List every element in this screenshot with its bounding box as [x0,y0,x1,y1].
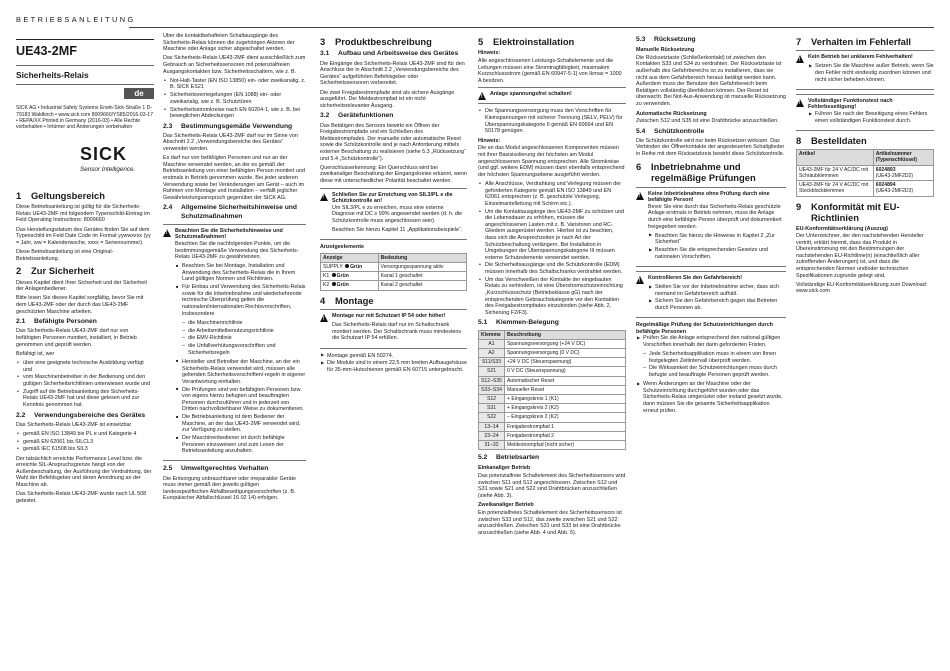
list-item: • vom Maschinenbetreiber in der Bedienung und den gültigen Sicherheitsrichtlinien unterwiesen wurde und [16,374,154,387]
table-header-cell: Anzeige [321,253,379,262]
warning-box [636,187,786,267]
list-item: ■ Die Betriebsanleitung ist dem Bediener der Maschine, an der das UE43-2MF verwendet wird, zur Verfügung zu stellen. [175,414,306,434]
list-item: – die Arbeitsmittelbenutzungsrichtlinie [181,328,306,335]
led-dot-icon [332,282,336,286]
paragraph: Das Sicherheits-Relais UE43-2MF dient ausschließlich zum Gebrauch an Sicherheitssensoren mit potenzialfreien Ausgangskontakten bzw. Sicherheitsschaltern, wie z. B. [163,55,306,75]
table-row [479,395,626,404]
table-row [797,181,934,196]
list-item: • gemäß IEC 61508 bis SIL3 [16,446,154,453]
terminal-cell: A2 [479,348,505,357]
column-4 [478,33,626,663]
list-item: ▶ Setzen Sie die Maschine außer Betrieb, wenn Sie den Fehler nicht eindeutig zuordnen können und nicht sicher beheben können. [808,63,934,83]
table-row [479,413,626,422]
section-6-heading [636,161,786,184]
paragraph: Beachten Sie die nachfolgenden Punkte, um die bestimmungsgemäße Verwendung des Sicherheits-Relais UE43-2MF zu gewährleisten. [175,240,299,261]
warning-triangle-icon [320,193,328,201]
language-badge: de [124,88,154,100]
table-header-row [479,330,626,339]
led-cell [321,263,379,272]
section-number: 5.4 [636,127,646,135]
paragraph: Das Sicherheits-Relais UE43-2MF darf nur im Sinne von Abschnitt 2.2 „Verwendungsbereiche des Gerätes“ verwendet werden. [163,132,298,153]
paragraph: Befähigt ist, wer [16,350,55,357]
led-label: K1 [323,273,330,280]
led-dot-icon [332,273,336,277]
table-cell: + Eingangskreis 2 (K2) [505,404,626,413]
section-number: 3 [320,36,326,47]
paragraph: Die an das Modul angeschlossenen Komponenten müssen mit ihrer Basisisolierung der höchsten am Modul angeschlossenen Spannung entsprechen. Alle Stromkreise (und ggf. weitere EDM) müssen dann ebenfalls entsprechend der höchsten Spannungsebene ausgeführt werden. [478,145,625,178]
section-title: Umweltgerechtes Verhalten [181,465,269,473]
warning-heading [796,98,934,111]
table-cell [873,165,933,180]
terminal-cell: S33–S34 [479,385,505,394]
section-2-3-heading [163,123,306,131]
list-item: ▶ Die Module sind in einem 22,5 mm breiten Aufbaugehäuse für 35-mm-Hutschienen gemäß EN 60715 untergebracht. [320,360,467,373]
table-cell: Meldestrompfad (nicht sicher) [505,441,626,450]
warning-heading [320,313,467,322]
order-table [796,149,934,196]
section-title: Elektroinstallation [493,36,575,47]
list-item: • Die Spannungsversorgung muss den Vorschriften für Kleinspannungen mit sicherer Trennung (SELV, PELV) für Überspannungskategorie II gemäß EN 60664 und EN 50178 genügen. [478,108,626,134]
table-cell: Automatischer Reset [505,376,626,385]
warning-box [320,309,467,348]
inspection-list [636,335,786,348]
paragraph: Die zwei Freigabestrompfade sind als sichere Ausgänge ausgeführt. Der Meldestrompfad ist ein nicht sicherheitsrelevanter Ausgang. [320,89,455,109]
list-item: ▶ Sichern Sie den Gefahrbereich gegen das Betreten durch Personen ab. [648,298,786,311]
section-title: Inbetriebnahme und regelmäßige Prüfungen [651,160,756,184]
warning-triangle-icon [636,276,644,284]
table-row [479,376,626,385]
section-title: Klemmen-Belegung [496,319,559,327]
column-6 [796,33,934,663]
table-header-cell: Beschreibung [505,330,626,339]
section-5-3-heading [636,36,786,44]
hint-label: Hinweis: [478,50,501,57]
section-2-1-heading [16,318,154,326]
warning-heading [163,228,306,241]
paragraph: Ein potenzialfreies Schaltelement des Sicherheitssensors ist zwischen S33 und S12, das zweite zwischen S21 und S22 anzuschließen. Zwischen S31 und S33 ist eine Drahtbrücke anzuschließen (siehe Abb. 4 und Abb. 5). [478,509,622,536]
type-code: (UE43-2MF2D3) [875,188,914,195]
warning-body [636,204,786,261]
section-5-2-heading [478,454,626,462]
list-item: ▶ Führen Sie nach der Beseitigung eines Fehlers einen vollständigen Funktionstest durch. [808,111,934,124]
warning-title: Montage nur mit Schutzart IP 54 oder höher! [332,313,446,320]
list-item: – Die Wirksamkeit der Schutzeinrichtungen muss durch befugte und beauftragte Personen geprüft werden. [642,365,786,378]
warning-box [796,94,934,131]
section-5-1-heading [478,319,626,327]
paragraph: Bitte lesen Sie dieses Kapitel sorgfältig, bevor Sie mit dem UE43-2MF oder der durch das UE43-2MF geschützten Maschine arbeiten. [16,295,144,315]
table-cell [873,181,933,196]
warning-triangle-icon [636,192,644,200]
warning-triangle-icon [163,229,171,237]
warning-list-2 [175,359,306,455]
table-cell: – Eingangskreis 2 (K2) [505,413,626,422]
column-2 [163,33,306,663]
mounting-list [320,353,467,374]
list-item: • Um das Verschweißen der Kontakte der eingebauten Relais zu verhindern, ist eine Überstromschutzeinrichtung „Kurzschlussschutz (Betriebsklasse gG) nach der entsprechenden Gebrauchskategorie vor den Kontakten des Freigabestrompfades einzubinden (siehe Abb. 2, Sicherung F2/F3). [478,277,626,317]
section-title: Konformität mit EU-Richtlinien [811,200,900,223]
product-subtitle: Sicherheits-Relais [16,70,89,81]
inspection-sublist [636,351,786,379]
warning-body [320,205,467,234]
table-row [479,431,626,440]
table-cell: Versorgungsspannung aktiv [378,263,466,272]
warning-body [636,284,786,312]
section-title: Allgemeine Sicherheitshinweise und Schutzmaßnahmen [181,204,297,220]
led-cell [321,272,379,281]
section-number: 3.2 [320,112,330,120]
paragraph: Vollständige EU-Konformitätserklärung zum Download: www.sick.com [796,281,928,295]
list-item: • Zugriff auf die Betriebsanleitung des Sicherheits-Relais UE43-2MF hat und diese gelesen und zur Kenntnis genommen hat. [16,389,154,409]
terminal-cell: 31–32 [479,441,505,450]
table-row [479,441,626,450]
terminal-cell: A1 [479,339,505,348]
list-item: ■ Die Prüfungen sind von befähigten Personen bzw. von eigens hierzu befugten und beauftragten Personen durchzuführen und in jederzeit von Dritten nachvollziehbarer Weise zu dokumentieren. [175,387,306,413]
section-number: 2.2 [16,411,26,419]
table-cell: 0 V DC (Steuerspannung) [505,367,626,376]
table-cell: Kanal 1 geschaltet [378,272,466,281]
paragraph: Das Sicherheits-Relais darf nur im Schaltschrank montiert werden. Der Schaltschrank muss mindestens die Schutzart IP 54 erfüllen. [332,322,462,342]
terminal-cell: S12–S35 [479,376,505,385]
terminal-table [478,330,626,451]
power-supply-list [478,108,626,134]
list-item: ▶ Beachten Sie die entsprechenden Gesetze und nationalen Vorschriften. [648,247,786,260]
header-rule [129,27,934,28]
table-cell: Spannungsversorgung (0 V DC) [505,348,626,357]
paragraph: Über die kontaktbehafteten Schaltausgänge des Sicherheits-Relais können die zugehörigen Aktoren der Maschine oder Anlage sicher abgeschaltet werden. [163,33,295,53]
reset-heading: Manuelle Rücksetzung [636,47,695,54]
paragraph: Zwischen S12 und S35 ist eine Drahtbrücke anzuschließen. [636,118,779,125]
sick-logo [80,144,154,174]
section-1-heading [16,190,154,201]
table-header-row [797,150,934,165]
table-row [479,348,626,357]
section-title: Schützkontrolle [654,127,705,135]
section-2-5-heading [163,465,306,473]
hint-label: Hinweis: [478,137,501,144]
table-row [479,385,626,394]
paragraph: Die Entsorgung unbrauchbarer oder irreparabler Geräte muss immer gemäß den jeweils gültigen landesspezifischen Abfallbeseitigungsvorschriften (z. B. Europäischer Abfallschlüssel 16 02 14) erfolgen. [163,475,297,502]
section-number: 1 [16,189,22,201]
paragraph: Diese Betriebsanleitung ist eine Original-Betriebsanleitung. [16,249,114,262]
led-cell [321,281,379,290]
section-number: 2.4 [163,204,173,212]
warning-title: Keine Inbetriebnahme ohne Prüfung durch eine befähigte Person! [648,190,770,204]
warning-heading [636,191,786,204]
list-item: – die Unfallverhütungsvorschriften und Sicherheitsregeln [181,343,306,356]
warning-title: Kein Betrieb bei unklarem Fehlverhalten! [808,54,913,61]
warning-body [320,322,467,342]
warning-title: Beachten Sie die Sicherheitshinweise und Schutzmaßnahmen! [175,227,283,241]
standards-list [16,431,154,453]
section-title: Rücksetzung [654,36,696,43]
paragraph: Querschlusserkennung: Ein Querschluss wird bei zweikanaliger Beschaltung der Eingangskreise erkannt, wenn diese mit unterschiedlicher Polarität beschaltet werden. [320,164,467,184]
section-number: 4 [320,294,326,306]
table-row [479,358,626,367]
table-cell: UE43-2MF für 24 V AC/DC mit Schraubklemmen [797,165,874,180]
section-title: Bestelldaten [811,134,867,146]
list-item: ▶ Stellen Sie vor der Inbetriebnahme sicher, dass sich niemand im Gefahrbereich aufhält. [648,284,786,297]
warning-title: Kontrollieren Sie den Gefahrbereich! [648,274,743,281]
part-number: 6024894 [875,182,896,189]
warning-list [648,284,786,312]
paragraph: Das Betätigen des Sensors bewirkt ein Öffnen der Freigabestrompfade und ein Schließen des Meldestrompfades. Der manuelle oder automatische Reset sowie die Schützkontrolle sind je nach Anforderung mittels externer Beschaltung zu realisieren (siehe 5.3 „Rücksetzung“ und 5.4 „Schützkontrolle“). [320,122,466,162]
list-item: ■ Der Maschinenbediener ist durch befähigte Personen einzuweisen und zum Lesen der Betriebsanleitung anzuhalten. [175,435,306,455]
section-title: Geltungsbereich [31,189,105,201]
document-header [16,10,934,31]
table-row [797,165,934,180]
table-header-row [321,253,467,262]
section-number: 5.1 [478,319,488,327]
warning-title: Vollständiger Funktionstest nach Fehlerbeseitigung! [808,97,893,111]
warning-list [175,263,306,317]
section-5-heading [478,36,626,47]
section-number: 8 [796,134,802,146]
section-2-heading [16,265,154,276]
list-item: • Alle Anschlüsse, Verdrahtung und Verlegung müssen der geforderten Kategorie gemäß EN ISO 13849 und EN 62061 entsprechen (z. B. geschützte Verlegung, Einzelmantelleitung mit Schirm etc.). [478,181,626,207]
led-label: SUPPLY [323,264,343,271]
warning-list [648,233,786,261]
table-cell: + Eingangskreis 1 (K1) [505,395,626,404]
list-item: • gemäß EN 62061 bis SILCL3 [16,439,154,446]
table-header-cell: Klemme [479,330,505,339]
table-row [321,263,467,272]
warning-box [320,188,467,241]
warning-body [796,63,934,83]
section-9-heading [796,201,934,224]
language-row [16,88,154,100]
table-header-cell: Artikelnummer (Typenschlüssel) [873,150,933,165]
section-title: Gerätefunktionen [338,112,394,120]
warning-body [163,241,306,455]
list-item: ▶ Prüfen Sie die Anlage entsprechend den national gültigen Vorschriften innerhalb der darin geforderten Fristen. [636,335,786,348]
paragraph: Die Rücksetztaste (Schließerkontakt) ist zwischen den Kontakten S33 und S34 zu verdrahten. Der Rücksetztaste ist außerhalb des Gefahrbereichs so zu installieren, dass sie nicht aus dem Gefahrbereich heraus betätigt werden kann. Außerdem muss der Benutzer den Gefahrbereich beim Betätigen vollständig überblicken können. Der Reset ist überwacht. Bei Not-Aus-Anwendung ist manuelle Rücksetzung zu verwenden. [636,54,786,107]
logo-tagline: Sensor Intelligence. [80,166,136,174]
section-title: Verwendungsbereiche des Gerätes [34,411,146,419]
paragraph: Es darf nur von befähigten Personen und nur an der Maschine verwendet werden, an der es gemäß der Betriebsanleitung von einer befähigten Person montiert und erstmals in Betrieb genommen wurde. Bei jeder anderen Verwendung sowie bei Veränderungen am Gerät – auch im Rahmen von Montage und Installation – verfällt jeglicher Gewährleistungsanspruch gegenüber der SICK AG. [163,155,306,201]
terminal-cell: S21 [479,367,505,376]
type-code: (UE43-2MF2D2) [875,172,914,179]
qualification-list [16,360,154,409]
list-item: • Die Sicherheitsausgänge und die Schützkontrolle (EDM) müssen innerhalb des Schaltschranks verdrahtet werden. [478,262,626,275]
terminal-cell: S31 [479,404,505,413]
list-item: ▶ Beachten Sie hierzu die Hinweise in Kapitel 2 „Zur Sicherheit“ [648,233,786,246]
paragraph: Das Sicherheits-Relais UE43-2MF ist einsetzbar [16,421,132,428]
paragraph: Um SIL3/PL e zu erreichen, muss eine externe Diagnose mit DC ≥ 99% angewendet werden (d. h. die Schützkontrolle muss angeschlossen sein). [332,204,463,224]
inspection-caption: Regelmäßige Prüfung der Schutzeinrichtungen durch befähigte Personen [636,322,773,335]
terminal-cell: S12 [479,395,505,404]
paragraph: Das potenzialfreie Schaltelement des Sicherheitssensors wird zwischen S11 und S12 angeschlossen. Zwischen S12 und S31 sowie S21 und S22 sind Drahtbrücken anzuschließen (siehe Abb. 3). [478,472,626,499]
section-3-1-heading [320,50,467,58]
table-cell: Kanal 2 geschaltet [378,281,466,290]
column-5 [636,33,786,663]
list-item: ▶ Montage gemäß EN 50274. [320,353,467,360]
section-title: Betriebsarten [496,454,540,462]
paragraph: Das Sicherheits-Relais UE43-2MF wurde nach UL 508 getestet. [16,491,147,504]
list-item: • Sicherheitsverriegelungen (EN 1088) ein- oder zweikanalig, wie z. B. Schutztüren [163,92,306,105]
inspection-list-2 [636,381,786,414]
section-number: 9 [796,200,802,212]
paragraph: Alle angeschlossenen Leistungs-Schaltelemente und die Leitungen müssen eine Stromtragfähigkeit, maximalem Kurzschlussstrom (gemäß EN 60947-5-1) von Ikmax = 1000 A besitzen. [478,58,622,84]
paragraph: Die Eingänge des Sicherheits-Relais UE43-2MF sind für den Anschluss der in Abschnitt 2.2 „Verwendungsbereiche des Gerätes“ aufgeführten Befehlsgeber oder Sicherheitssensoren vorbereitet. [320,60,465,87]
section-number: 2.3 [163,122,173,130]
section-number: 5 [478,36,484,47]
warning-triangle-icon [320,314,328,322]
led-label: K2 [323,282,330,289]
section-number: 7 [796,36,802,47]
logo-wordmark: SICK [80,144,128,165]
warning-triangle-icon [796,55,804,63]
paragraph: Die Schützkontrolle wird nur beim Rücksetzen wirksam. Das Verbinden der Öffnerkontakte der angesteuerten Schaltglieder in Reihe mit dem Rücksetzkreis bewirkt diese Schützkontrolle. [636,137,785,158]
led-state: Grün [350,264,363,271]
warning-heading [320,192,467,205]
warning-triangle-icon [796,99,804,107]
paragraph: Das Herstellungsdatum des Gerätes finden Sie auf dem Typenschild im Feld Date Code im Format yywwxxxx (yy = Jahr, ww = Kalenderwoche, xxxx = Seriennummer). [16,226,151,246]
section-3-2-heading [320,112,467,120]
list-item: • über eine geeignete technische Ausbildung verfügt und [16,360,154,373]
section-title: Befähigte Personen [34,318,97,326]
list-item: ■ Hersteller und Betreiber der Maschine, an der ein Sicherheits-Relais verwendet wird, müssen alle geltenden Sicherheitsvorschriften/-regeln in eigener Verantwortung einhalten. [175,359,306,385]
section-number: 6 [636,160,642,172]
mode-heading: Zweikanaliger Betrieb [478,502,534,509]
warning-heading [796,54,934,63]
conformity-caption: EU-Konformitätserklärung (Auszug) [796,226,888,233]
reset-heading: Automatische Rücksetzung [636,110,707,117]
table-cell: UE43-2MF für 24 V AC/DC mit Steckblockklemmen [797,181,874,196]
list-item: • gemäß EN ISO 13849 bis PL e und Kategorie 4 [16,431,154,438]
section-title: Produktbeschreibung [335,36,432,47]
section-title: Aufbau und Arbeitsweise des Gerätes [338,50,459,58]
warning-box [796,50,934,89]
section-number: 5.3 [636,36,646,43]
warning-title: Schließen Sie zur Erreichung von SIL3/PL e die Schützkontrolle an! [332,191,453,205]
section-title: Verhalten im Fehlerfall [811,36,912,47]
list-item: ■ Beachten Sie bei Montage, Installation und Anwendung des Sicherheits-Relais die in Ihrem Land gültigen Normen und Richtlinien. [175,263,306,283]
section-title: Bestimmungsgemäße Verwendung [181,122,293,130]
section-8-heading [796,135,934,146]
warning-body [796,111,934,124]
section-4-heading [320,295,467,306]
led-dot-icon [345,264,349,268]
list-item: • Sicherheitsstromkreise nach EN 60204-1, wie z. B. bei beweglichen Abdeckungen [163,107,306,120]
section-5-4-heading [636,128,786,136]
warning-heading [636,275,786,284]
list-item: – die Maschinenrichtlinie [181,320,306,327]
terminal-cell: S22 [479,413,505,422]
table-cell: +24 V DC (Steuerspannung) [505,358,626,367]
table-cell: Spannungsversorgung (+24 V DC) [505,339,626,348]
list-item: • Um die Kontaktausgänge des UE43-2MF zu schützen und die Lebensdauer zu erhöhen, müssen die angeschlossenen Lasten mit z. B. Varistoren und RC-Gliedern ausgerüstet werden. Hierbei ist zu beachten, dass sich die Ansprechzeiten je nach Art der Schutzbeschaltung verlängern. Bei Installation in Umgebungen der Überspannungskategorie III müssen externe Schutzelemente verwendet werden. [478,209,626,262]
list-item: – Jede Sicherheitsapplikation muss in einem von Ihnen festgelegten Zeitintervall überprüft werden. [642,351,786,364]
list-item: • Not-Halt-Taster (EN ISO 13850) ein- oder zweikanalig, z. B. SICK ES21 [163,78,306,91]
section-2-2-heading [16,412,154,420]
subtitle-box [16,65,154,84]
paragraph: Der tatsächlich erreichte Performance Level bzw. die erreichte SIL-Anspruchsgrenze hängt von der Außenbeschaltung, der Ausführung der Verdrahtung, der Wahl der Befehlsgeber und deren Anordnung an der Maschine ab. [16,455,152,488]
table-row [479,422,626,431]
table-header-cell: Bedeutung [378,253,466,262]
product-name: UE43-2MF [16,44,77,58]
paragraph: Bevor Sie eine durch das Sicherheits-Relais geschützte Anlage erstmals in Betrieb nehmen, muss die Anlage durch eine befähigte Person überprüft und dokumentiert freigegeben werden. [648,203,782,230]
warning-triangle-icon [478,92,486,100]
display-table-caption: Anzeigeelemente [320,244,365,251]
table-row [321,281,467,290]
section-number: 2 [16,265,22,277]
company-address: SICK AG • Industrial Safety Systems Erwin-Sick-Straße 1 D-79183 Waldkirch • www.sick.com 8009660/YS85/2016-03-17 • REPA/XX Printed in Germany (2016-03) • Alle Rechte vorbehalten • Irrtümer und Änderungen vorbehalten [16,105,153,130]
mode-heading: Einkanaliger Betrieb [478,465,531,472]
product-box [16,39,154,59]
list-item: – die EMV-Richtlinie [181,335,306,342]
table-cell: Freigabestrompfad 1 [505,422,626,431]
warning-list [808,63,934,83]
wiring-list [478,181,626,316]
warning-box [478,87,626,104]
column-1 [16,33,154,663]
section-number: 5.2 [478,454,488,462]
terminal-cell: 13–14 [479,422,505,431]
warning-list [808,111,934,124]
section-title: Zur Sicherheit [31,265,95,277]
warning-box [636,271,786,318]
section-number: 3.1 [320,50,330,58]
display-elements-table [320,253,467,291]
section-number: 2.1 [16,318,26,326]
part-number: 6024893 [875,166,896,173]
led-state: Grün [336,273,349,280]
table-cell: Freigabestrompfad 2 [505,431,626,440]
warning-title: Anlage spannungsfrei schalten! [490,91,572,98]
section-2-4-heading [163,204,306,220]
table-cell: Manueller Reset [505,385,626,394]
table-row [479,367,626,376]
sensor-list [163,78,306,120]
list-item: ■ Für Einbau und Verwendung des Sicherheits-Relais sowie für die Inbetriebnahme und wiederkehrende technische Überprüfung gelten die nationalen/internationalen Rechtsvorschriften, insbesondere [175,284,306,317]
column-3 [320,33,467,663]
table-header-cell: Artikel [797,150,874,165]
warning-heading [478,91,626,100]
terminal-cell: 23–24 [479,431,505,440]
document-category: BETRIEBSANLEITUNG [16,15,136,24]
paragraph: Diese Betriebsanleitung ist gültig für die Sicherheits-Relais UE43-2MF mit folgendem Typenschild-Eintrag im Feld Operating Instructions: 8009660 [16,204,150,224]
section-title: Montage [335,294,374,306]
section-number: 2.5 [163,465,173,473]
paragraph: Der Unterzeichner, der den nachstehenden Hersteller vertritt, erklärt hiermit, dass das Produkt in Übereinstimmung mit den Bestimmungen der nachstehenden EU-Richtlinie(n) (einschließlich aller zutreffenden Änderungen) ist, und dass die entsprechenden Normen und/oder technischen Spezifikationen zugrunde gelegt sind. [796,233,924,279]
list-item: ▶ Wenn Änderungen an der Maschine oder der Schutzeinrichtung durchgeführt wurden oder das Sicherheits-Relais umgerüstet oder instand gesetzt wurde, dann müssen Sie die gesamte Sicherheitsapplikation erneut prüfen. [636,381,786,414]
table-row [321,272,467,281]
table-row [479,339,626,348]
terminal-cell: S11/S33 [479,358,505,367]
section-3-heading [320,36,467,47]
table-row [479,404,626,413]
led-state: Grün [336,282,349,289]
directive-list [175,320,306,357]
section-7-heading [796,36,934,47]
paragraph: Dieses Kapitel dient Ihrer Sicherheit und der Sicherheit der Anlagenbediener. [16,279,147,293]
warning-box [163,224,306,462]
paragraph: Beachten Sie hierzu Kapitel 11 „Applikationsbeispiele“. [332,227,463,234]
paragraph: Das Sicherheits-Relais UE43-2MF darf nur von befähigten Personen montiert, installiert, in Betrieb genommen und geprüft werden. [16,328,137,348]
